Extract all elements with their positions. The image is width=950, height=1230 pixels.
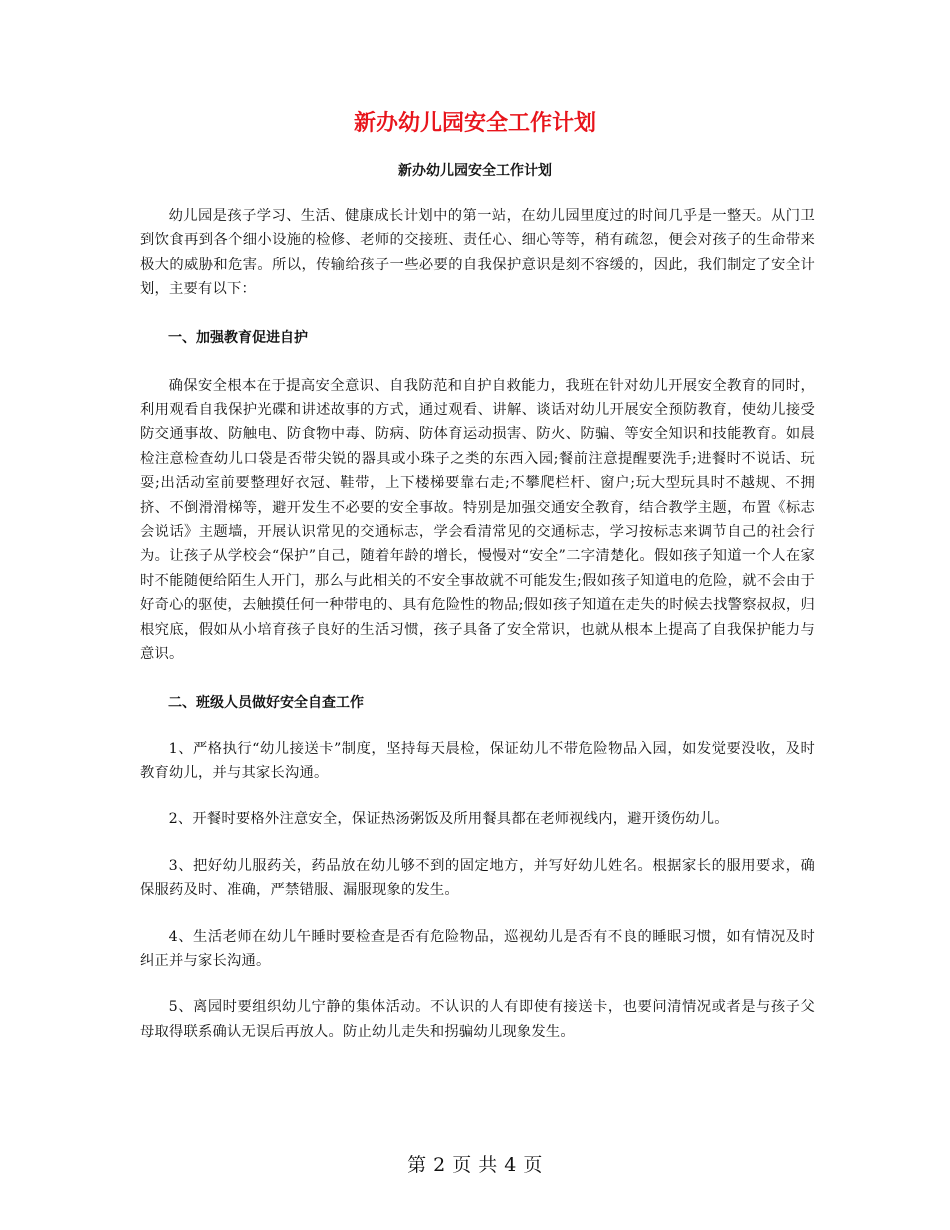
section-2-item-4: 4、生活老师在幼儿午睡时要检查是否有危险物品，巡视幼儿是否有不良的睡眠习惯，如有情况及时纠正并与家长沟通。: [140, 928, 815, 969]
page-footer: 第 2 页 共 4 页: [407, 1154, 543, 1176]
document-title: 新办幼儿园安全工作计划: [353, 111, 596, 136]
intro-paragraph: 幼儿园是孩子学习、生活、健康成长计划中的第一站，在幼儿园里度过的时间几乎是一整天。从门卫到饮食再到各个细小设施的检修、老师的交接班、责任心、细心等等，稍有疏忽，便会对孩子的生命带来极大的威胁和危害。所以，传输给孩子一些必要的自我保护意识是刻不容缓的，因此，我们制定了安全计划，主要有以下：: [140, 208, 815, 298]
section-2-item-5: 5、离园时要组织幼儿宁静的集体活动。不认识的人有即使有接送卡，也要问清情况或者是与孩子父母取得联系确认无误后再放人。防止幼儿走失和拐骗幼儿现象发生。: [140, 999, 815, 1040]
section-2-heading: 二、班级人员做好安全自查工作: [168, 694, 364, 711]
section-1-heading: 一、加强教育促进自护: [168, 329, 308, 346]
section-2-item-2: 2、开餐时要格外注意安全，保证热汤粥饭及所用餐具都在老师视线内，避开烫伤幼儿。: [168, 811, 729, 828]
document-subtitle: 新办幼儿园安全工作计划: [398, 163, 552, 179]
section-2-item-3: 3、把好幼儿服药关，药品放在幼儿够不到的固定地方，并写好幼儿姓名。根据家长的服用要求，确保服药及时、准确，严禁错服、漏服现象的发生。: [140, 857, 815, 899]
section-1-paragraph: 确保安全根本在于提高安全意识、自我防范和自护自救能力，我班在针对幼儿开展安全教育的同时，利用观看自我保护光碟和讲述故事的方式，通过观看、讲解、谈话对幼儿开展安全预防教育，使幼儿接受防交通事故、防触电、防食物中毒、防病、防体育运动损害、防火、防骗、等安全知识和技能教育。如晨检注意检查幼儿口袋是否带尖锐的器具或小珠子之类的东西入园;餐前注意提醒要洗手;进餐时不说话、玩耍;出活动室前要整理好衣冠、鞋带，上下楼梯要靠右走;不攀爬栏杆、窗户;玩大型玩具时不越规、不拥挤、不倒滑滑梯等，避开发生不必要的安全事故。特别是加强交通安全教育，结合教学主题，布置《标志会说话》主题墙，开展认识常见的交通标志，学会看清常见的交通标志，学习按标志来调节自己的社会行为。让孩子从学校会“保护”自己，随着年龄的增长，慢慢对“安全”二字清楚化。假如孩子知道一个人在家时不能随便给陌生人开门，那么与此相关的不安全事故就不可能发生;假如孩子知道电的危险，就不会由于好奇心的驱使，去触摸任何一种带电的、具有危险性的物品;假如孩子知道在走失的时候去找警察叔叔，归根究底，假如从小培育孩子良好的生活习惯，孩子具备了安全常识，也就从根本上提高了自我保护能力与意识。: [140, 377, 815, 663]
document-body: [140, 204, 815, 1044]
section-2-item-1: 1、严格执行“幼儿接送卡”制度，坚持每天晨检，保证幼儿不带危险物品入园，如发觉要没收，及时教育幼儿，并与其家长沟通。: [140, 740, 815, 781]
